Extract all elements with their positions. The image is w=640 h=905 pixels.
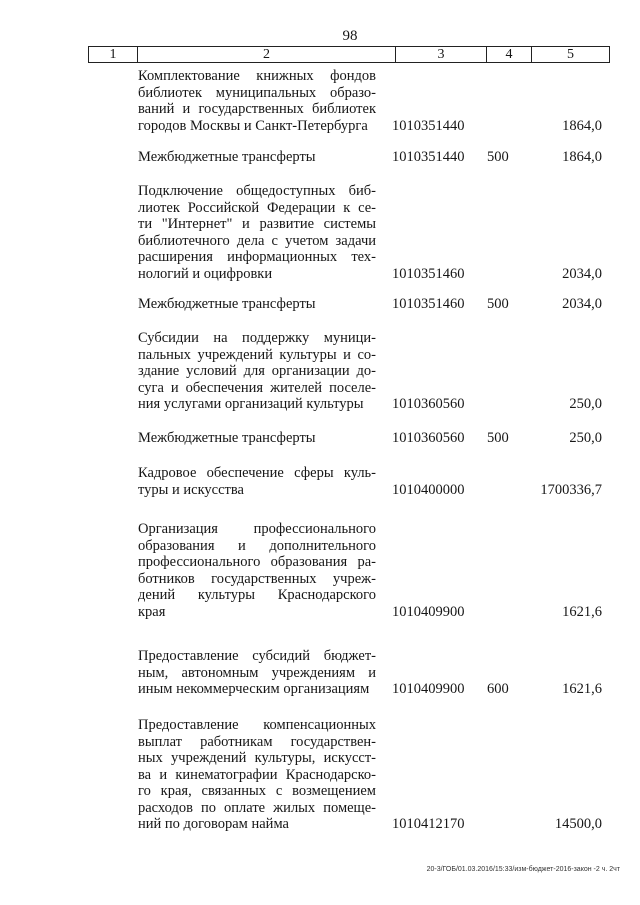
column-header-3: 3 — [396, 47, 487, 62]
row-expense-type: 500 — [487, 430, 509, 446]
row-description — [138, 183, 376, 282]
column-header-2: 2 — [138, 47, 396, 62]
row-description-line: ным, автономным учреждениям и — [138, 664, 376, 681]
row-description — [138, 521, 376, 620]
row-amount: 2034,0 — [562, 265, 602, 282]
row-description-line: Подключение общедоступных биб- — [138, 183, 376, 199]
row-description-line: Межбюджетные трансферты — [138, 149, 316, 165]
row-description-line: профессионального образования ра- — [138, 554, 376, 570]
row-description-line: расширения информационных тех- — [138, 249, 376, 265]
row-description — [138, 149, 376, 166]
row-description-line: Межбюджетные трансферты — [138, 430, 316, 446]
row-code: 1010360560 — [392, 396, 465, 412]
row-description-line: Организация профессионального — [138, 521, 376, 537]
row-description-line: пальных учреждений культуры и со- — [138, 346, 376, 363]
row-description-line: иным некоммерческим организациям — [138, 681, 370, 697]
column-header-4: 4 — [487, 47, 532, 62]
row-description — [138, 68, 376, 134]
row-amount: 1864,0 — [562, 149, 602, 165]
row-amount: 1700336,7 — [540, 481, 602, 498]
row-description-line: нологий и оцифровки — [138, 265, 273, 282]
row-description-line: библиотек муниципальных образо- — [138, 84, 376, 101]
row-description-line: Предоставление субсидий бюджет- — [138, 648, 376, 664]
footer-document-code: 20-3/ГОБ/01.03.2016/15:33/изм-бюджет-2016-закон -2 ч. 2чт — [426, 866, 620, 873]
row-description-line: суга и обеспечения жителей поселе- — [138, 379, 376, 396]
row-description-line: Кадровое обеспечение сферы куль- — [138, 465, 376, 481]
row-amount: 14500,0 — [554, 816, 602, 832]
row-code: 1010351440 — [392, 149, 465, 165]
row-description-line: дений культуры Краснодарского — [138, 587, 376, 603]
row-description-line: ва и кинематографии Краснодарско- — [138, 766, 376, 783]
row-description — [138, 717, 376, 833]
row-description-line: ния услугами организаций культуры — [138, 396, 364, 412]
row-amount: 1621,6 — [562, 603, 602, 620]
row-description — [138, 465, 376, 498]
row-description-line: библиотечного дела с учетом задачи — [138, 232, 376, 249]
row-amount: 250,0 — [569, 396, 602, 412]
row-description-line: туры и искусства — [138, 481, 244, 498]
row-amount: 2034,0 — [562, 296, 602, 312]
row-description-line: здание условий для организации до- — [138, 363, 376, 379]
row-description-line: ных учреждений культуры, искусст- — [138, 750, 376, 766]
row-description-line: лиотек Российской Федерации к се- — [138, 199, 376, 216]
row-expense-type: 500 — [487, 296, 509, 312]
row-code: 1010351460 — [392, 296, 465, 312]
row-description-line: образования и дополнительного — [138, 537, 376, 554]
row-description-line: ти "Интернет" и развитие системы — [138, 216, 376, 232]
row-description-line: ботников государственных учреж- — [138, 570, 376, 587]
row-description-line: Комплектование книжных фондов — [138, 68, 376, 84]
row-code: 1010400000 — [392, 481, 465, 498]
column-header-row — [88, 46, 610, 63]
row-expense-type: 500 — [487, 149, 509, 165]
row-description-line: Субсидии на поддержку муници- — [138, 330, 376, 346]
row-description — [138, 296, 376, 313]
row-code: 1010409900 — [392, 603, 465, 620]
row-amount: 1621,6 — [562, 681, 602, 697]
row-description-line: городов Москвы и Санкт-Петербурга — [138, 117, 368, 134]
column-header-5: 5 — [567, 47, 574, 62]
row-code: 1010412170 — [392, 816, 465, 832]
page-number: 98 — [342, 28, 358, 44]
column-header-1: 1 — [89, 47, 138, 62]
row-description — [138, 648, 376, 698]
row-code: 1010351460 — [392, 265, 465, 282]
row-code: 1010360560 — [392, 430, 465, 446]
row-code: 1010351440 — [392, 117, 465, 134]
row-description — [138, 430, 376, 447]
row-description-line: ний по договорам найма — [138, 816, 289, 832]
row-amount: 1864,0 — [562, 117, 602, 134]
row-description — [138, 330, 376, 413]
row-code: 1010409900 — [392, 681, 465, 697]
row-expense-type: 600 — [487, 681, 509, 697]
row-description-line: ваний и государственных библиотек — [138, 101, 376, 117]
row-description-line: го края, связанных с возмещением — [138, 783, 376, 799]
row-description-line: Предоставление компенсационных — [138, 717, 376, 733]
row-description-line: расходов по оплате жилых помеще- — [138, 799, 376, 816]
row-description-line: края — [138, 603, 166, 620]
row-description-line: выплат работникам государствен- — [138, 733, 376, 750]
row-amount: 250,0 — [569, 430, 602, 446]
row-description-line: Межбюджетные трансферты — [138, 296, 316, 312]
